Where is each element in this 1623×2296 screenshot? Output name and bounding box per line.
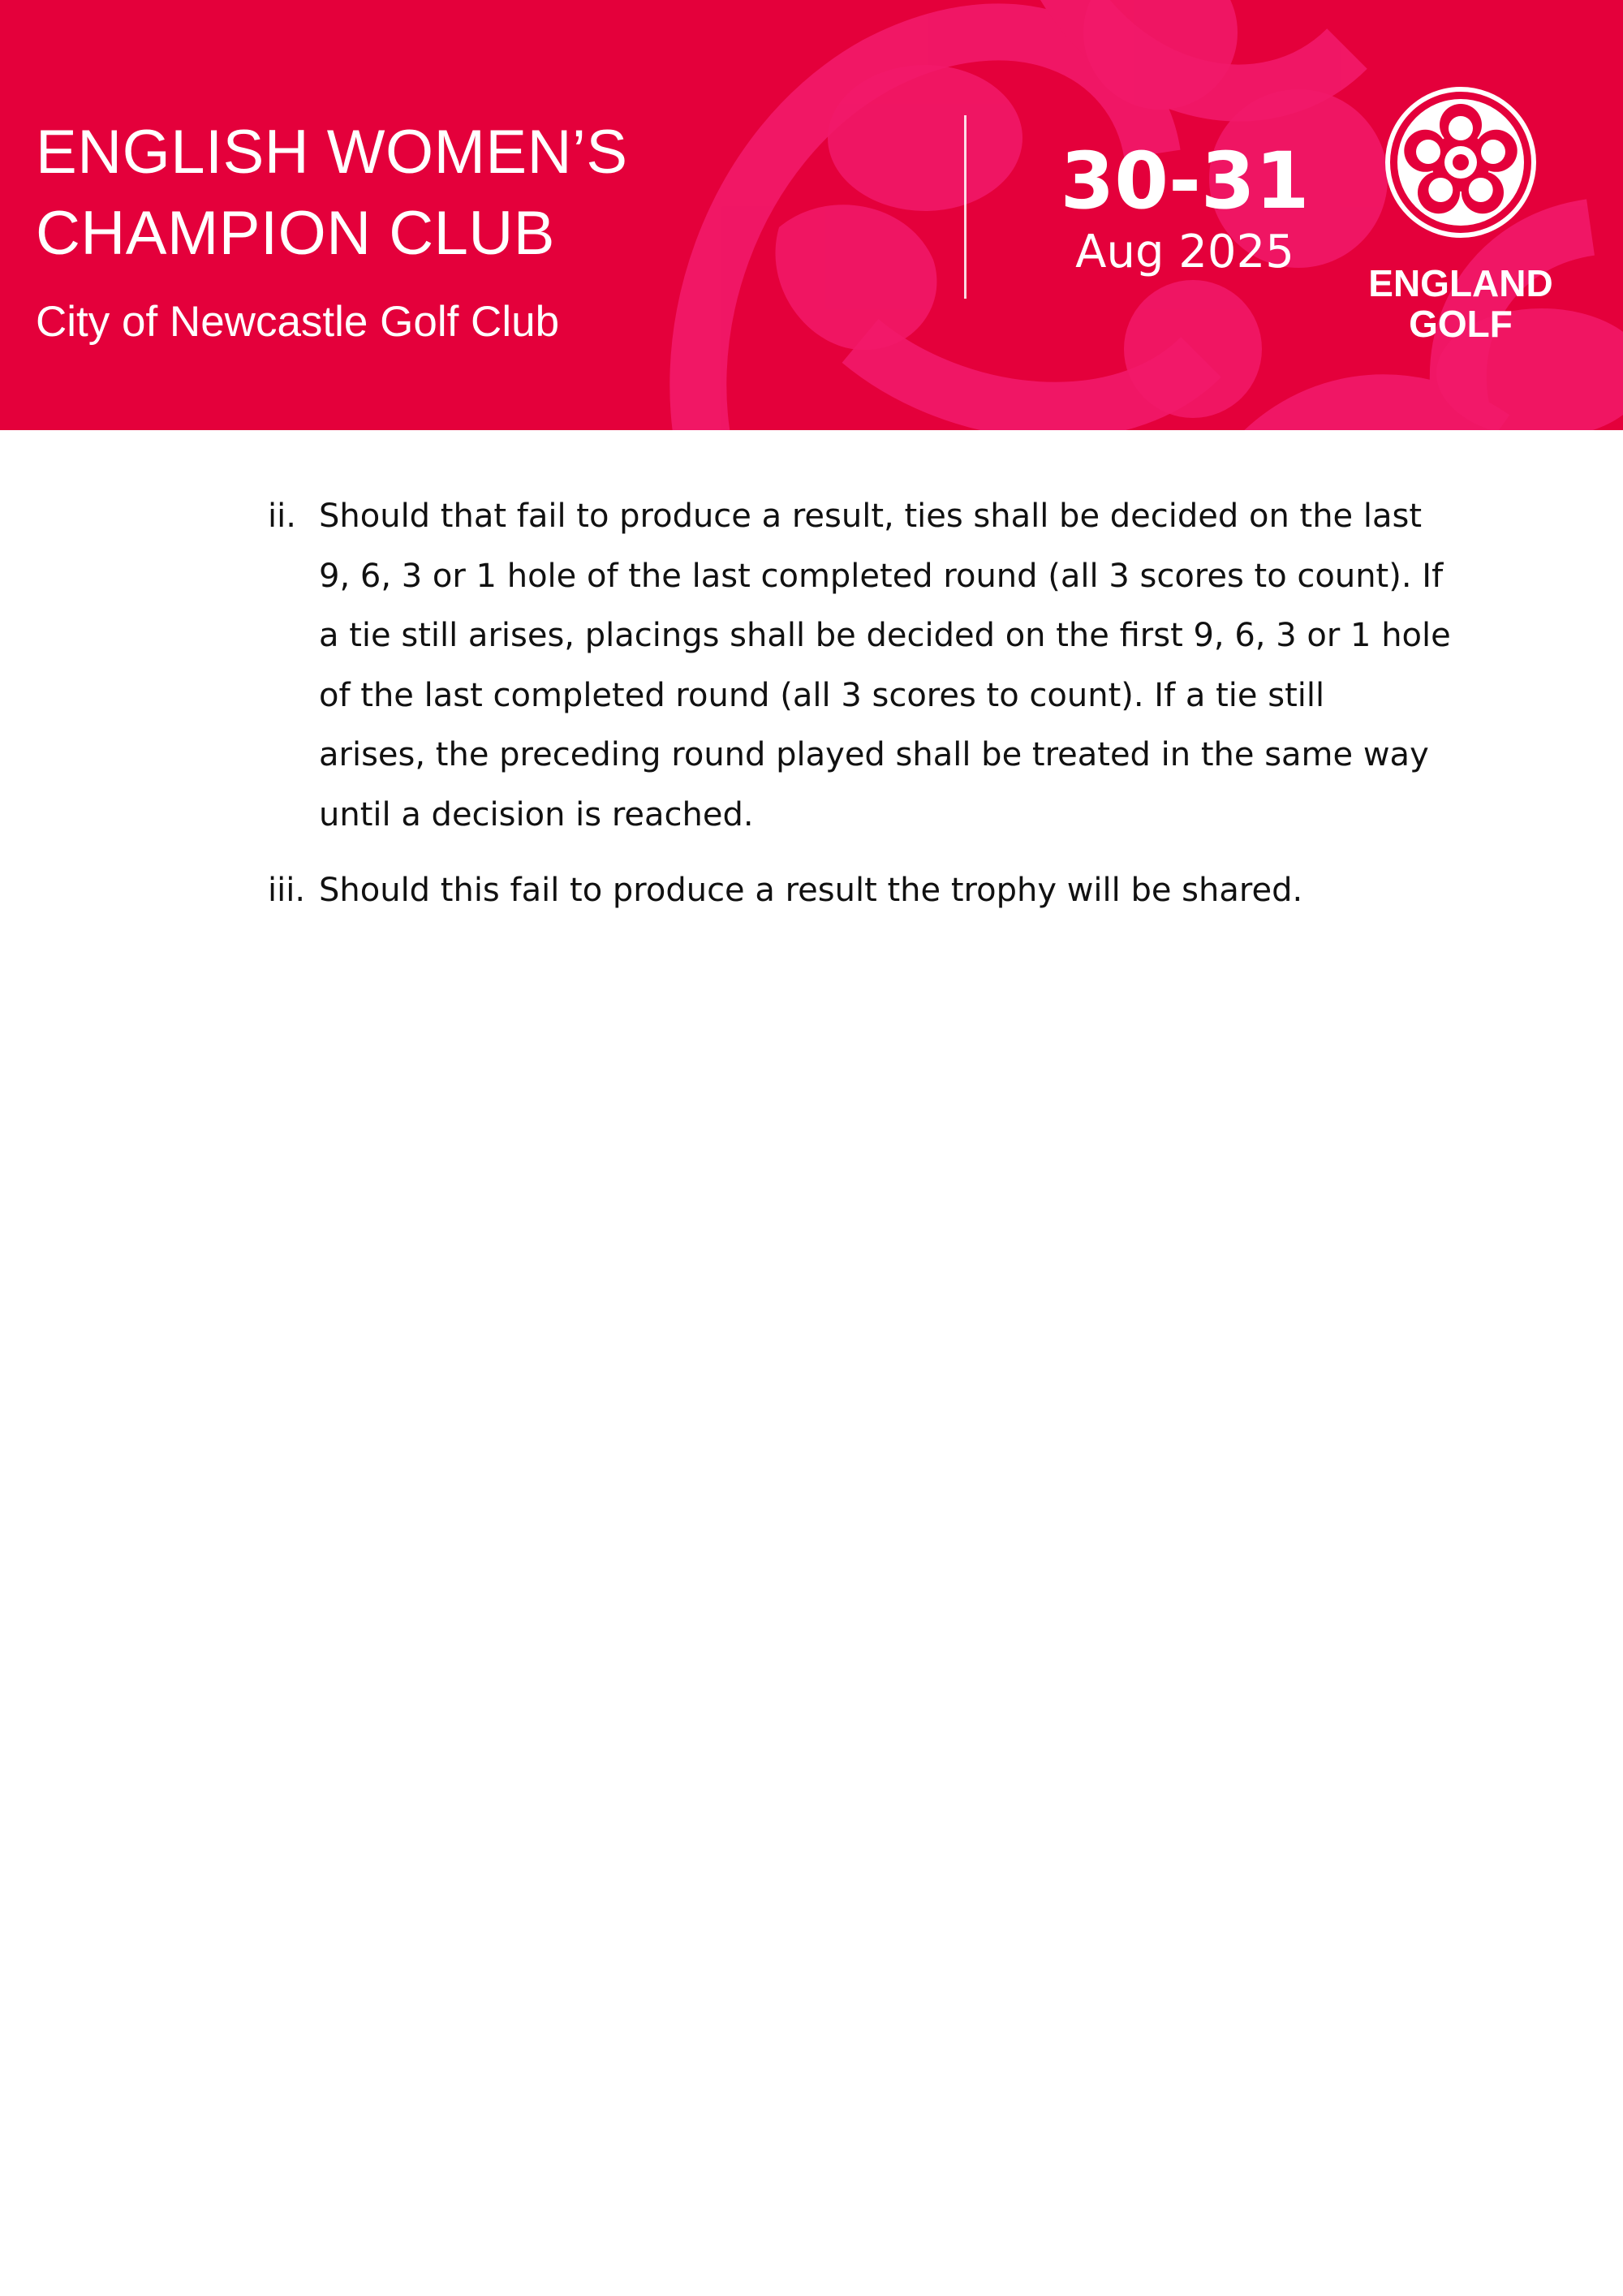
header-banner	[0, 0, 1623, 430]
england-golf-rose-icon	[1384, 86, 1537, 239]
event-month-year: Aug 2025	[1075, 226, 1294, 278]
event-title-line-1: ENGLISH WOMEN’S	[36, 118, 628, 187]
logo-text-line-1: ENGLAND	[1368, 262, 1553, 304]
header-divider	[964, 115, 966, 299]
clause-line: of the last completed round (all 3 scores to count). If a tie still	[319, 676, 1325, 714]
event-dates	[1022, 136, 1347, 281]
clause-ii	[268, 487, 1485, 845]
clause-line: Should that fail to produce a result, ties shall be decided on the last	[319, 498, 1423, 535]
event-venue: City of Newcastle Golf Club	[36, 298, 560, 346]
clause-iii	[268, 861, 1485, 921]
logo-text-line-2: GOLF	[1409, 303, 1513, 345]
england-golf-wordmark	[1363, 263, 1558, 344]
event-title	[36, 112, 628, 274]
event-title-line-2: CHAMPION CLUB	[36, 199, 555, 268]
document-body	[268, 487, 1485, 921]
clause-line: Should this fail to produce a result the trophy will be shared.	[319, 872, 1303, 909]
clause-number: iii.	[268, 872, 306, 909]
event-days: 30-31	[1060, 136, 1310, 226]
clause-line: until a decision is reached.	[319, 795, 754, 834]
england-golf-logo	[1363, 86, 1558, 354]
clause-line: 9, 6, 3 or 1 hole of the last completed round (all 3 scores to count). If	[319, 557, 1444, 595]
clause-line: arises, the preceding round played shall be treated in the same way	[319, 736, 1429, 773]
clause-number: ii.	[268, 498, 296, 535]
clause-line: a tie still arises, placings shall be decided on the first 9, 6, 3 or 1 hole	[319, 617, 1451, 654]
